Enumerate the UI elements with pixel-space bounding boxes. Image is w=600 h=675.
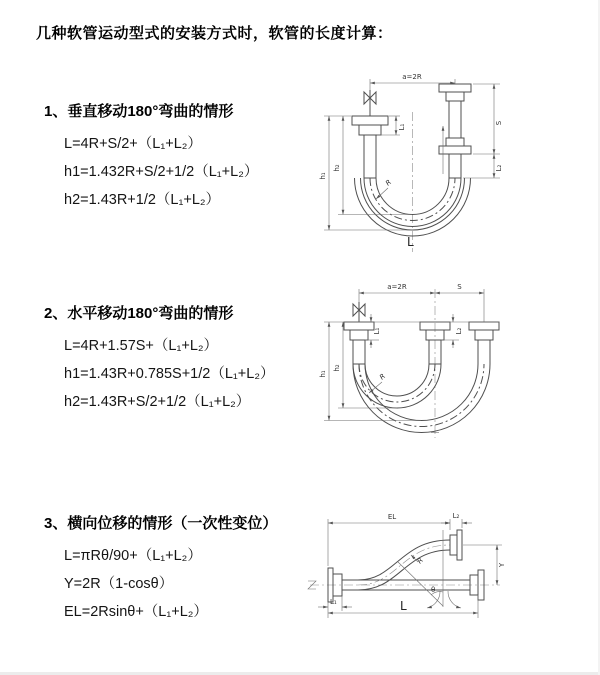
section-1-heading: 1、垂直移动180°弯曲的情形 xyxy=(44,103,234,120)
section-2-heading: 2、水平移动180°弯曲的情形 xyxy=(44,305,234,322)
radius-callout xyxy=(376,178,393,199)
dim-label-h2: h₂ xyxy=(333,364,341,372)
dim-label-a2r: a=2R xyxy=(387,283,407,291)
diagram-horizontal-180-bend xyxy=(312,276,592,456)
formula-line: h1=1.43R+0.785S+1/2（L₁+L₂） xyxy=(64,366,275,382)
dim-label-l1: L₁ xyxy=(373,327,381,335)
dimension-l1 xyxy=(318,596,352,611)
dim-label-l2: L₂ xyxy=(495,164,503,172)
left-flange-and-hose-end xyxy=(352,116,388,178)
flange-left xyxy=(344,322,374,364)
diagram-vertical-180-bend xyxy=(312,66,582,256)
formula-line: h2=1.43R+1/2（L₁+L₂） xyxy=(64,192,221,208)
dim-label-length: L xyxy=(407,235,414,249)
dim-label-a2r: a=2R xyxy=(402,73,422,81)
dimension-h1-h2 xyxy=(319,322,421,421)
right-pipe-flanges xyxy=(439,84,471,178)
dimension-l1 xyxy=(365,314,381,348)
dim-label-l1: L₁ xyxy=(398,123,406,131)
formula-line: EL=2Rsinθ+（L₁+L₂） xyxy=(64,604,208,620)
hose-u-bends xyxy=(353,364,490,433)
displaced-hose-s-curve xyxy=(358,530,462,590)
section-horizontal-movement xyxy=(44,304,274,416)
angle-construction xyxy=(398,530,461,608)
section-3-heading: 3、横向位移的情形（一次性变位） xyxy=(44,515,278,532)
dimension-l xyxy=(328,595,478,618)
dimension-s-right xyxy=(463,84,503,178)
dimension-el xyxy=(328,513,450,566)
dimension-a-2r xyxy=(359,283,484,322)
radius-callout xyxy=(411,555,425,565)
dim-label-theta: θ xyxy=(431,586,436,594)
section-vertical-movement xyxy=(44,102,258,214)
formula-line: h2=1.43R+S/2+1/2（L₁+L₂） xyxy=(64,394,251,410)
dim-label-r: R xyxy=(415,556,425,566)
dim-label-r: R xyxy=(378,372,388,382)
dim-label-y: Y xyxy=(498,562,506,568)
valve-icon xyxy=(353,302,365,322)
dim-label-s: S xyxy=(457,283,462,291)
dimension-a-2r xyxy=(370,73,455,90)
flange-right xyxy=(469,322,499,364)
formula-line: Y=2R（1-cosθ） xyxy=(64,576,174,592)
dim-label-length: L xyxy=(400,599,407,613)
left-flange xyxy=(328,568,358,602)
dim-label-h2: h₂ xyxy=(333,164,341,172)
formula-line: h1=1.432R+S/2+1/2（L₁+L₂） xyxy=(64,164,259,180)
dim-label-r: R xyxy=(384,178,394,188)
dimension-l2 xyxy=(441,512,472,528)
dim-label-h1: h₁ xyxy=(319,370,327,378)
dim-label-s: S xyxy=(495,120,503,126)
dim-label-l2: L₂ xyxy=(452,512,460,520)
dim-label-h1: h₁ xyxy=(319,172,327,180)
dim-label-el: EL xyxy=(387,513,397,521)
section-lateral-displacement xyxy=(44,514,277,626)
page-title: 几种软管运动型式的安装方式时，软管的长度计算： xyxy=(36,25,393,42)
formula-line: L=4R+1.57S+（L₁+L₂） xyxy=(64,338,219,354)
centerline xyxy=(308,581,500,589)
dim-label-l2: L₂ xyxy=(455,327,463,335)
valve-icon xyxy=(364,90,376,116)
diagram-lateral-displacement xyxy=(300,498,600,648)
dim-label-l1: L₁ xyxy=(330,598,337,606)
formula-line: L=πRθ/90+（L₁+L₂） xyxy=(64,548,202,564)
formula-line: L=4R+S/2+（L₁+L₂） xyxy=(64,136,202,152)
